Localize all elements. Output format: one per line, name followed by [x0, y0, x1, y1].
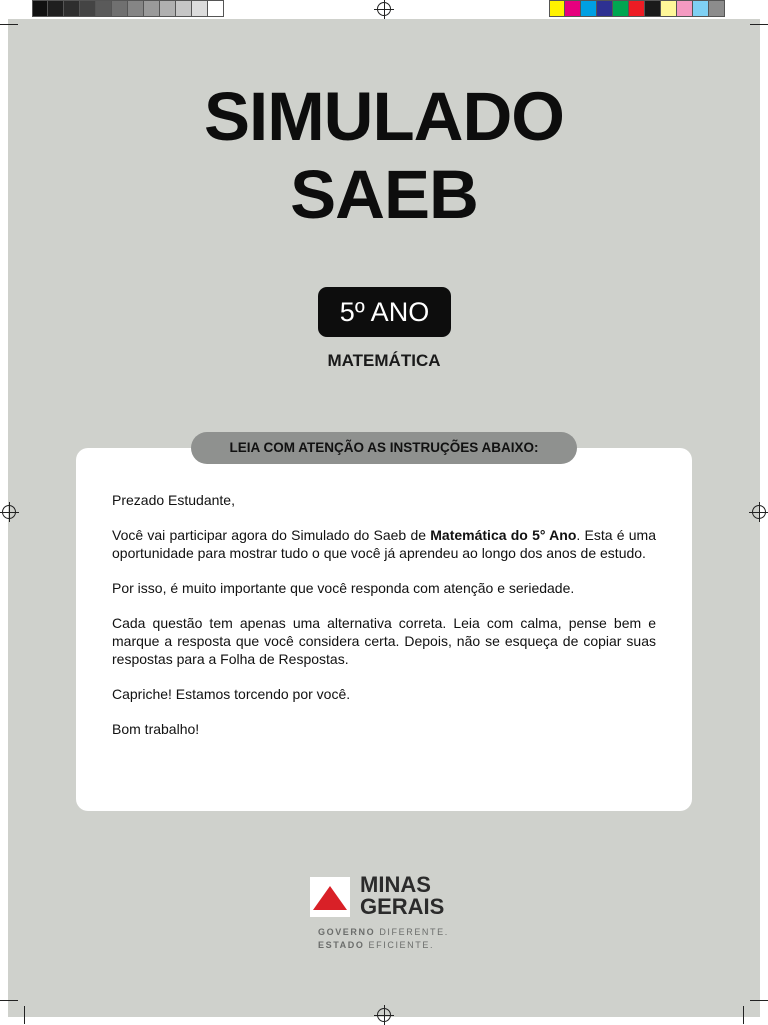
color-swatch: [581, 0, 597, 17]
subject-label: MATEMÁTICA: [327, 351, 441, 370]
color-swatch: [597, 0, 613, 17]
color-swatch: [661, 0, 677, 17]
color-swatch: [709, 0, 725, 17]
gray-swatch: [64, 0, 80, 17]
bold-subject: Matemática do 5° Ano: [430, 527, 577, 543]
grade-badge: 5º ANO: [318, 287, 451, 337]
color-swatch: [693, 0, 709, 17]
red-triangle-icon: [313, 886, 347, 910]
registration-mark-left: [2, 505, 16, 519]
registration-mark-right: [752, 505, 766, 519]
registration-mark-top: [377, 2, 391, 16]
greeting: Prezado Estudante,: [112, 492, 235, 508]
crop-mark: [24, 1006, 25, 1024]
paragraph-2: Por isso, é muito importante que você responda com atenção e seriedade.: [112, 580, 575, 596]
color-swatch: [613, 0, 629, 17]
color-swatch: [629, 0, 645, 17]
gray-swatch: [80, 0, 96, 17]
gray-swatch: [48, 0, 64, 17]
color-calibration-bar: [549, 0, 725, 17]
logo-slogan: GOVERNO DIFERENTE. ESTADO EFICIENTE.: [318, 927, 449, 950]
instructions-text: [112, 491, 656, 755]
gray-swatch: [128, 0, 144, 17]
crop-mark: [0, 1000, 18, 1001]
gray-swatch: [32, 0, 48, 17]
color-swatch: [565, 0, 581, 17]
title-line-1: SIMULADO: [204, 78, 564, 155]
gray-swatch: [208, 0, 224, 17]
gray-swatch: [160, 0, 176, 17]
crop-mark: [743, 1006, 744, 1024]
gray-swatch: [192, 0, 208, 17]
logo-emblem: [310, 877, 350, 917]
title-line-2: SAEB: [290, 156, 478, 233]
gray-swatch: [144, 0, 160, 17]
registration-mark-bottom: [377, 1008, 391, 1022]
instructions-heading: LEIA COM ATENÇÃO AS INSTRUÇÕES ABAIXO:: [191, 432, 577, 464]
paragraph-4: Capriche! Estamos torcendo por você.: [112, 686, 351, 702]
gray-swatch: [176, 0, 192, 17]
gray-swatch: [112, 0, 128, 17]
color-swatch: [645, 0, 661, 17]
gray-calibration-bar: [32, 0, 224, 17]
color-swatch: [549, 0, 565, 17]
gray-swatch: [96, 0, 112, 17]
crop-mark: [750, 24, 768, 25]
crop-mark: [750, 1000, 768, 1001]
document-title: [0, 78, 768, 234]
logo-wordmark: MINAS GERAIS: [360, 872, 445, 919]
paragraph-1: Você vai participar agora do Simulado do Saeb de Matemática do 5° Ano. Esta é uma oportunidade para mostrar tudo o que você já aprendeu ao longo dos anos de estudo.: [112, 527, 656, 561]
color-swatch: [677, 0, 693, 17]
paragraph-3: Cada questão tem apenas uma alternativa correta. Leia com calma, pense bem e marque a resposta que você considera certa. Depois, não se esqueça de copiar suas respostas para a Folha de Respostas.: [112, 615, 656, 667]
crop-mark: [0, 24, 18, 25]
paragraph-5: Bom trabalho!: [112, 721, 200, 737]
